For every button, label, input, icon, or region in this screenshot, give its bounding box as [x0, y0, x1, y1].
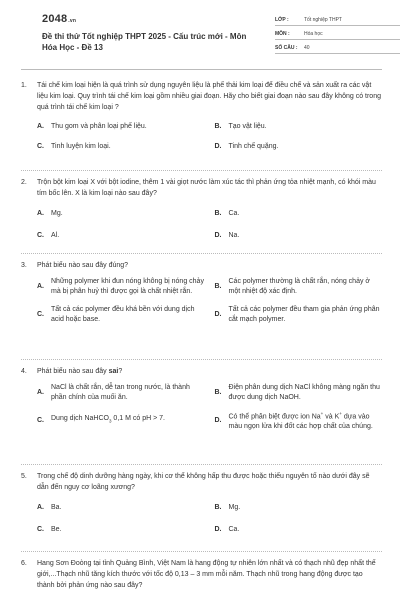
- option-text: Tất cả các polymer đều khá bền với dung dịch acid hoặc base.: [51, 306, 195, 323]
- option-text: Mg.: [51, 210, 63, 217]
- question-5: [21, 471, 382, 535]
- option-a[interactable]: [37, 122, 205, 132]
- option-letter: A.: [37, 389, 44, 396]
- option-letter: B.: [214, 389, 222, 396]
- option-letter: B.: [214, 504, 222, 511]
- meta-key: SỐ CÂU :: [275, 44, 298, 51]
- option-d[interactable]: [215, 142, 383, 152]
- option-text: Al.: [51, 232, 60, 239]
- emphasis-word: sai: [108, 368, 119, 375]
- option-text: NaCl là chất rắn, dễ tan trong nước, là thành phần chính của muối ăn.: [51, 384, 190, 401]
- option-letter: D.: [214, 526, 222, 533]
- question-1: [21, 80, 382, 152]
- meta-value: Hóa học: [304, 30, 323, 37]
- option-a[interactable]: [37, 383, 205, 403]
- option-letter: A.: [37, 210, 44, 217]
- option-b[interactable]: [215, 503, 383, 513]
- option-a[interactable]: [37, 503, 205, 513]
- question-divider: [21, 359, 382, 360]
- option-b[interactable]: [215, 277, 383, 297]
- option-d[interactable]: [215, 525, 383, 535]
- meta-count: [275, 42, 400, 54]
- option-c[interactable]: [37, 142, 205, 152]
- exam-meta: [275, 14, 400, 56]
- meta-key: LỚP :: [275, 16, 289, 23]
- option-text: Có thể phân biệt được ion Na+ và K+ dựa vào màu ngọn lửa khi đốt các hợp chất của chúng.: [228, 411, 373, 431]
- question-divider: [21, 551, 382, 552]
- question-2: [21, 177, 382, 241]
- meta-value: 40: [304, 44, 310, 51]
- option-c[interactable]: [37, 231, 205, 241]
- option-letter: D.: [214, 143, 222, 150]
- question-number: 1.: [21, 82, 27, 89]
- question-text: Tái chế kim loại hiện là quá trình sử dụng nguyên liệu là phế thải kim loại để điều chế và sản xuất ra các vật liệu kim loại. Quy trình tái chế kim loại gồm nhiều giai đoạn. Hãy cho biết giai đoạn nào sau đây không có trong quá trình tái chế kim loại ?: [37, 82, 381, 111]
- question-divider: [21, 253, 382, 254]
- option-b[interactable]: [215, 209, 383, 219]
- question-4: [21, 366, 382, 432]
- option-d[interactable]: [215, 231, 383, 241]
- option-letter: C.: [37, 526, 44, 533]
- question-6: [21, 558, 382, 591]
- option-letter: A.: [37, 504, 44, 511]
- question-number: 4.: [21, 368, 27, 375]
- meta-value: Tốt nghiệp THPT: [304, 16, 342, 23]
- option-d[interactable]: [215, 305, 383, 325]
- option-text: Ca.: [228, 526, 240, 533]
- option-text: Những polymer khi đun nóng không bị nóng chảy mà bị phân huỷ thì được gọi là chất nhiệt rắn.: [51, 278, 204, 295]
- option-a[interactable]: [37, 209, 205, 219]
- option-letter: C.: [37, 143, 44, 150]
- question-number: 3.: [21, 262, 27, 269]
- option-letter: D.: [214, 232, 222, 239]
- option-a[interactable]: [37, 277, 205, 297]
- option-letter: C.: [37, 416, 44, 424]
- option-text: Na.: [228, 232, 240, 239]
- option-text: Mg.: [228, 504, 241, 511]
- option-b[interactable]: [215, 383, 383, 403]
- exam-title: Đề thi thử Tốt nghiệp THPT 2025 - Cấu trúc mới - Môn Hóa Học - Đề 13: [42, 32, 247, 52]
- option-text: Tinh luyện kim loại.: [51, 143, 111, 150]
- meta-class: [275, 14, 400, 26]
- option-letter: D.: [214, 416, 222, 424]
- question-number: 6.: [21, 560, 27, 567]
- option-c[interactable]: [37, 409, 205, 432]
- option-text: Dung dịch NaHCO$_3$ 0,1 M có pH > 7.: [51, 415, 165, 424]
- option-c[interactable]: [37, 525, 205, 535]
- option-letter: C.: [37, 232, 44, 239]
- question-3: [21, 260, 382, 325]
- option-letter: A.: [37, 123, 44, 130]
- option-letter: B.: [214, 210, 222, 217]
- question-divider: [21, 170, 382, 171]
- option-text: Thu gom và phân loại phế liệu.: [51, 123, 147, 130]
- option-text: Tất cả các polymer đều tham gia phản ứng phân cắt mạch polymer.: [228, 306, 380, 323]
- meta-subject: [275, 28, 400, 40]
- question-text: Trộn bột kim loại X với bột iodine, thêm 1 vài giọt nước làm xúc tác thì phản ứng tỏa nhiệt mạnh, có khói màu tím bốc lên. X là kim loại nào sau đây?: [37, 179, 376, 197]
- question-text: Trong chế độ dinh dưỡng hàng ngày, khi cơ thể không hấp thu được hoặc thiếu nguyên tố nào dưới đây sẽ dẫn đến nguy cơ loãng xương?: [37, 473, 370, 491]
- question-number: 2.: [21, 179, 27, 186]
- option-text: Điện phân dung dịch NaCl không màng ngăn thu được dung dịch NaOH.: [228, 384, 380, 401]
- header-divider: [21, 69, 382, 70]
- option-letter: C.: [37, 311, 44, 318]
- question-text: Phát biểu nào sau đây sai?: [37, 368, 123, 375]
- option-c[interactable]: [37, 305, 205, 325]
- option-text: Tạo vật liệu.: [228, 123, 267, 130]
- option-letter: B.: [214, 123, 222, 130]
- question-divider: [21, 464, 382, 465]
- option-d[interactable]: [215, 409, 383, 432]
- option-text: Be.: [51, 526, 62, 533]
- question-text: Hang Sơn Đoòng tại tỉnh Quảng Bình, Việt Nam là hang động tự nhiên lớn nhất và có thạch nhũ đẹp nhất thế giới,...Thạch nhũ tăng kích thước với tốc độ 0,13 – 3 mm mỗi năm. Thạch nhũ trong hang động được tạo thành bởi phản ứng nào sau đây?: [37, 560, 376, 589]
- site-logo[interactable]: 2048.vn: [42, 13, 77, 25]
- question-number: 5.: [21, 473, 27, 480]
- option-letter: B.: [214, 283, 222, 290]
- meta-key: MÔN :: [275, 30, 290, 37]
- option-b[interactable]: [215, 122, 383, 132]
- question-text: Phát biểu nào sau đây đúng?: [37, 262, 129, 269]
- option-text: Ba.: [51, 504, 62, 511]
- option-letter: A.: [37, 283, 44, 290]
- option-text: Tinh chế quặng.: [228, 143, 279, 150]
- option-text: Ca.: [228, 210, 240, 217]
- option-text: Các polymer thường là chất rắn, nóng chảy ở một nhiệt độ xác định.: [228, 278, 370, 295]
- exam-header: [21, 0, 382, 66]
- option-letter: D.: [214, 311, 222, 318]
